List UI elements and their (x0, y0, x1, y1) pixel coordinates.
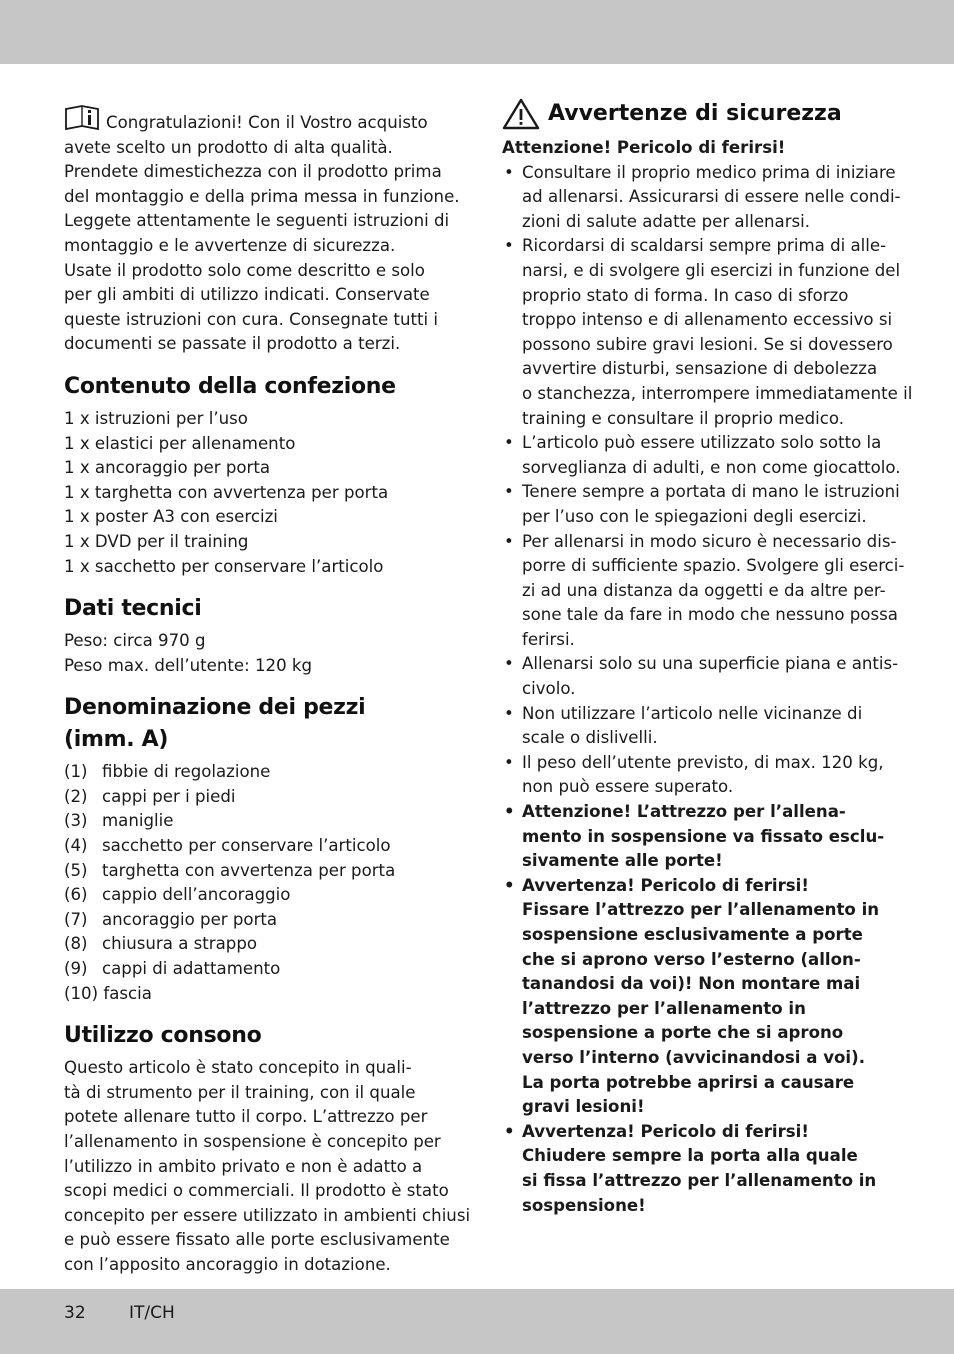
bullet-line: • Il peso dell’utente previsto, di max. 120 kg, (522, 752, 884, 772)
bullet-line: per l’uso con le spiegazioni degli esercizi. (522, 506, 867, 526)
tech-data (64, 629, 448, 678)
intro-line: per gli ambiti di utilizzo indicati. Conservate (64, 285, 430, 305)
bullet-line: • Per allenarsi in modo sicuro è necessario dis- (522, 531, 897, 551)
part-number: (9) (64, 959, 88, 979)
bullet-line: tanandosi da voi)! Non montare mai (522, 974, 861, 994)
list-item (502, 751, 894, 800)
list-item (64, 785, 448, 810)
list-item (64, 809, 448, 834)
part-number: (5) (64, 860, 88, 880)
bullet-line: • Avvertenza! Pericolo di ferirsi! (522, 875, 809, 895)
use-heading: Utilizzo consono (64, 1023, 262, 1049)
bullet-line: • Non utilizzare l’articolo nelle vicinanze di (522, 703, 863, 723)
bullet-line: proprio stato di forma. In caso di sforzo (522, 285, 849, 305)
list-item (502, 234, 913, 431)
safety-title-row (502, 98, 894, 130)
bullet-line: si fissa l’attrezzo per l’allenamento in (522, 1170, 877, 1190)
tech-line: Peso: circa 970 g (64, 631, 206, 651)
list-item (502, 431, 901, 480)
list-item (502, 702, 894, 751)
intro-line: Prendete dimestichezza con il prodotto prima (64, 162, 442, 182)
intro-line: Usate il prodotto solo come descritto e solo (64, 260, 425, 280)
use-line: tà di strumento per il training, con il quale (64, 1082, 416, 1102)
bullet-line: verso l’interno (avvicinandosi a voi). (522, 1047, 865, 1067)
list-item (64, 957, 448, 982)
page-number: 32 (64, 1303, 86, 1323)
bullet-line: porre di sufficiente spazio. Svolgere gli eserci- (522, 556, 905, 576)
part-number: (7) (64, 909, 88, 929)
intro-line: documenti se passate il prodotto a terzi. (64, 334, 401, 354)
bullet-line: o stanchezza, interrompere immediatamente il (522, 383, 913, 403)
list-item (502, 652, 899, 701)
bullet-line: sivamente alle porte! (522, 851, 723, 871)
part-number: (3) (64, 811, 88, 831)
contents-heading: Contenuto della confezione (64, 373, 396, 399)
bullet-line: training e consultare il proprio medico. (522, 408, 845, 428)
bullet-line: ferirsi. (522, 629, 575, 649)
bullet-line: • Avvertenza! Pericolo di ferirsi! (522, 1121, 809, 1141)
bullet-line: sorveglianza di adulti, e non come giocattolo. (522, 457, 901, 477)
bullet-line: • Allenarsi solo su una superficie piana e antis- (522, 654, 899, 674)
bullet-line: sone tale da fare in modo che nessuno possa (522, 605, 898, 625)
use-line: concepito per essere utilizzato in ambienti chiusi (64, 1205, 471, 1225)
safety-heading: Avvertenze di sicurezza (548, 101, 842, 126)
use-line: scopi medici o commerciali. Il prodotto è stato (64, 1181, 449, 1201)
parts-list (64, 760, 448, 1006)
bullet-line: avvertire disturbi, sensazione di debolezza (522, 359, 878, 379)
bullet-line: Fissare l’attrezzo per l’allenamento in (522, 900, 880, 920)
list-item: 1 x poster A3 con esercizi (64, 507, 278, 527)
intro-paragraph (64, 105, 460, 357)
bullet-line: La porta potrebbe aprirsi a causare (522, 1072, 855, 1092)
list-item (502, 530, 905, 653)
header-band (0, 0, 954, 64)
list-item (64, 932, 448, 957)
intro-line: Congratulazioni! Con il Vostro acquisto (106, 113, 428, 132)
list-item (502, 1120, 894, 1218)
list-item (64, 982, 448, 1007)
bullet-line: zi ad una distanza da oggetti e da altre per- (522, 580, 886, 600)
right-column (502, 98, 913, 1218)
list-item: 1 x targhetta con avvertenza per porta (64, 482, 389, 502)
intro-line: queste istruzioni con cura. Consegnate tutti i (64, 309, 438, 329)
bullet-line: • Ricordarsi di scaldarsi sempre prima di alle- (522, 236, 887, 256)
part-label: cappio dell’ancoraggio (102, 885, 291, 905)
part-label: targhetta con avvertenza per porta (102, 860, 396, 880)
contents-list (64, 407, 448, 579)
tech-line: Peso max. dell’utente: 120 kg (64, 655, 313, 675)
use-paragraph (64, 1056, 471, 1277)
language-code: IT/CH (129, 1303, 175, 1323)
intro-line: del montaggio e della prima messa in funzione. (64, 186, 460, 206)
list-item: 1 x istruzioni per l’uso (64, 408, 248, 428)
bullet-line: scale o dislivelli. (522, 728, 658, 748)
part-label: chiusura a strappo (102, 934, 257, 954)
parts-heading-line: Denominazione dei pezzi (64, 695, 366, 721)
list-item (502, 800, 894, 874)
use-line: Questo articolo è stato concepito in quali- (64, 1058, 412, 1078)
bullet-line: • Tenere sempre a portata di mano le istruzioni (522, 482, 900, 502)
part-number: (10) (64, 983, 99, 1003)
intro-line: avete scelto un prodotto di alta qualità. (64, 137, 393, 157)
intro-line: Leggete attentamente le seguenti istruzioni di (64, 211, 450, 231)
part-number: (1) (64, 762, 88, 782)
bullet-line: Chiudere sempre la porta alla quale (522, 1146, 858, 1166)
bullet-line: l’attrezzo per l’allenamento in (522, 998, 806, 1018)
part-number: (4) (64, 836, 88, 856)
bullet-line: • Attenzione! L’attrezzo per l’allena- (522, 802, 846, 822)
bullet-line: gravi lesioni! (522, 1097, 645, 1117)
list-item (64, 859, 448, 884)
tech-heading: Dati tecnici (64, 596, 202, 622)
list-item: 1 x sacchetto per conservare l’articolo (64, 556, 384, 576)
bullet-line: sospensione a porte che si aprono (522, 1023, 844, 1043)
part-label: fascia (103, 983, 152, 1003)
bullet-line: narsi, e di svolgere gli esercizi in funzione del (522, 260, 901, 280)
list-item (502, 874, 894, 1120)
bullet-line: sospensione! (522, 1195, 646, 1215)
bullet-line: che si aprono verso l’esterno (allon- (522, 949, 861, 969)
bullet-line: sospensione esclusivamente a porte (522, 925, 863, 944)
list-item (502, 161, 901, 235)
bullet-line: troppo intenso e di allenamento eccessivo si (522, 310, 893, 330)
safety-subtitle: Attenzione! Pericolo di ferirsi! (502, 138, 786, 157)
use-line: potete allenare tutto il corpo. L’attrezzo per (64, 1107, 428, 1127)
part-label: sacchetto per conservare l’articolo (102, 836, 391, 856)
bullet-line: possono subire gravi lesioni. Se si dovessero (522, 334, 893, 354)
list-item (502, 480, 900, 529)
use-line: l’utilizzo in ambito privato e non è adatto a (64, 1156, 423, 1176)
bullet-line: ad allenarsi. Assicurarsi di essere nelle condi- (522, 187, 901, 207)
intro-line: montaggio e le avvertenze di sicurezza. (64, 235, 396, 255)
use-line: l’allenamento in sospensione è concepito per (64, 1132, 441, 1151)
warning-triangle-icon (502, 98, 540, 130)
bullet-line: mento in sospensione va fissato esclu- (522, 826, 885, 846)
part-label: cappi per i piedi (102, 786, 236, 806)
use-line: con l’apposito ancoraggio in dotazione. (64, 1254, 391, 1274)
part-label: cappi di adattamento (102, 959, 281, 979)
use-line: e può essere fissato alle porte esclusivamente (64, 1230, 450, 1250)
left-column (64, 105, 471, 1278)
list-item: 1 x elastici per allenamento (64, 433, 296, 453)
list-item (64, 908, 448, 933)
part-number: (6) (64, 885, 88, 905)
bullet-line: non può essere superato. (522, 777, 734, 797)
part-label: maniglie (102, 811, 174, 831)
list-item: 1 x DVD per il training (64, 531, 249, 551)
bullet-line: zioni di salute adatte per allenarsi. (522, 211, 811, 231)
parts-heading-line: (imm. A) (64, 727, 169, 753)
parts-heading (64, 692, 448, 756)
bullet-line: civolo. (522, 679, 576, 699)
part-number: (2) (64, 786, 88, 806)
list-item: 1 x ancoraggio per porta (64, 458, 271, 478)
part-label: fibbie di regolazione (102, 762, 271, 782)
info-book-icon (64, 105, 100, 131)
list-item (64, 760, 448, 785)
part-label: ancoraggio per porta (102, 909, 278, 929)
bullet-line: • L’articolo può essere utilizzato solo sotto la (522, 433, 882, 453)
bullet-line: • Consultare il proprio medico prima di iniziare (522, 162, 896, 182)
safety-bullet-list (502, 161, 913, 1219)
list-item (64, 883, 448, 908)
part-number: (8) (64, 934, 88, 954)
list-item (64, 834, 448, 859)
